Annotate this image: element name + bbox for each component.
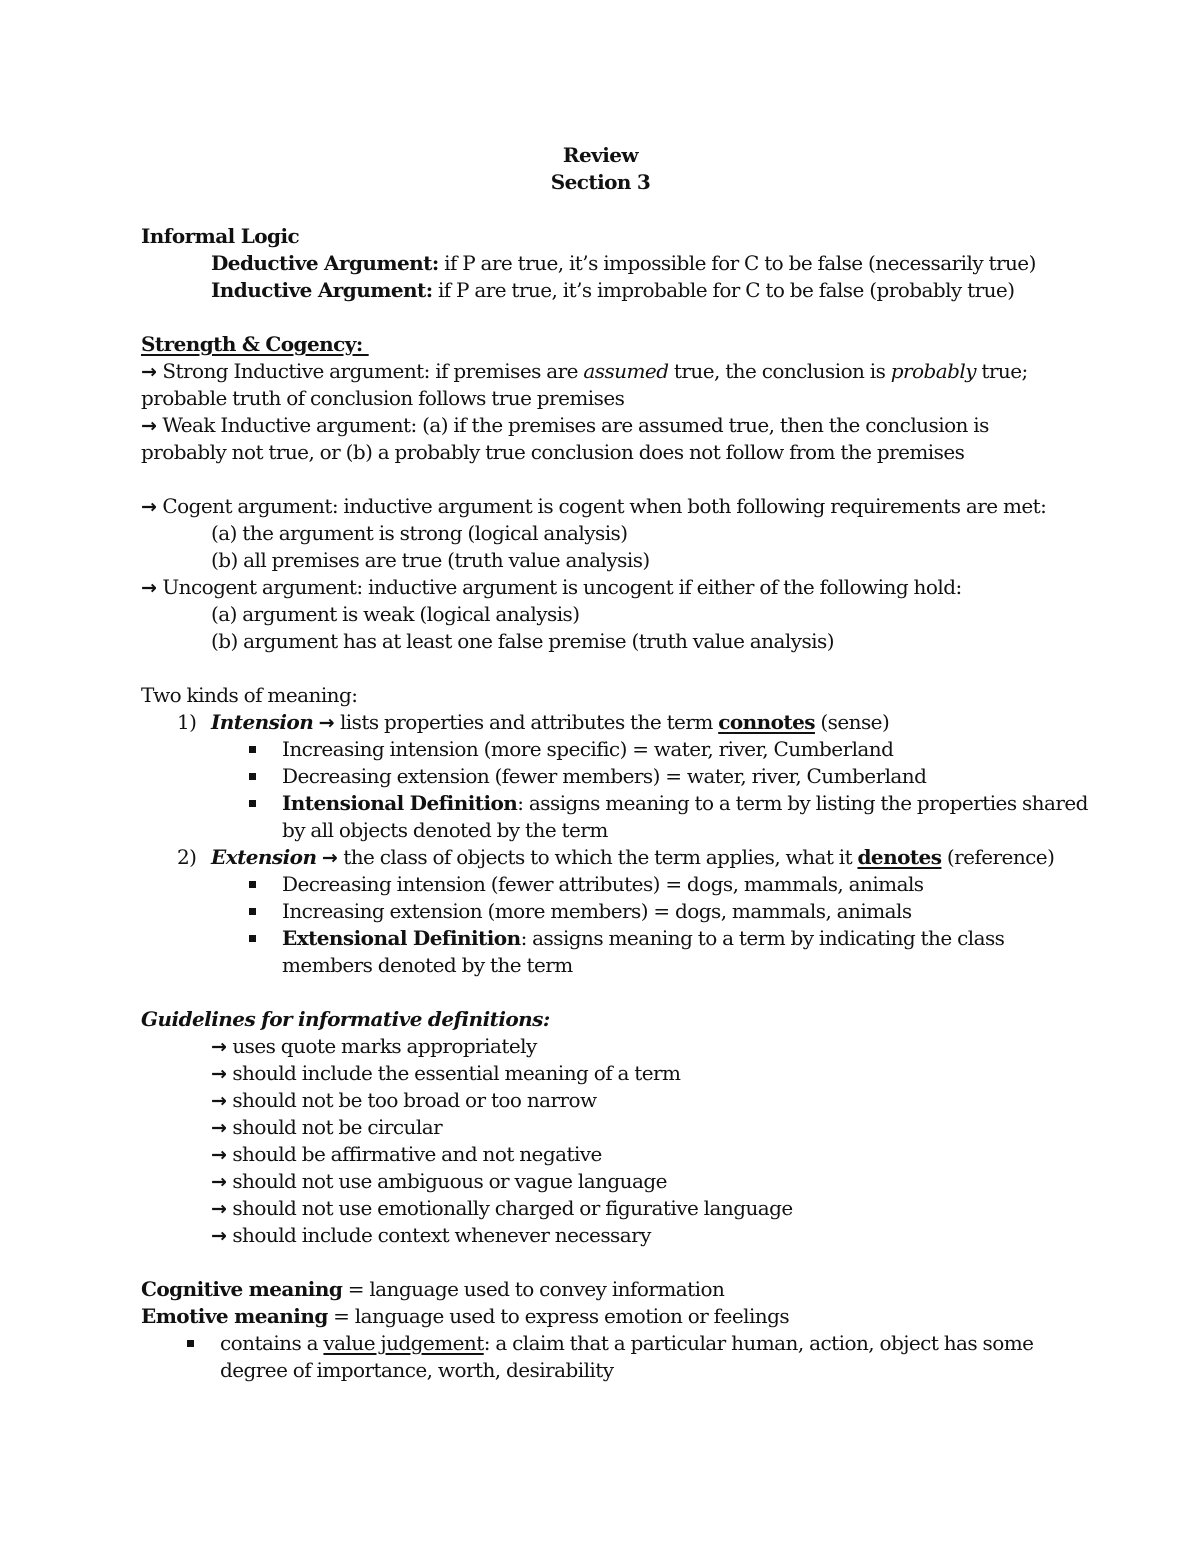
bullet-square-icon <box>249 773 256 780</box>
guideline-text: should be affirmative and not negative <box>226 1142 602 1166</box>
cogent-text: Cogent argument: inductive argument is cogent when both following requirements are met: <box>156 494 1047 518</box>
extensional-definition-text-1: : assigns meaning to a term by indicating the class <box>520 926 1005 950</box>
guideline-text: should not use emotionally charged or figurative language <box>226 1196 793 1220</box>
arrow-icon: → <box>141 361 157 383</box>
informal-logic-heading: Informal Logic <box>141 224 300 248</box>
extension-term: Extension <box>211 845 317 869</box>
weak-text-1: Weak Inductive argument: (a) if the premises are assumed true, then the conclusion is <box>156 413 989 437</box>
arrow-icon: → <box>211 1225 227 1247</box>
arrow-icon: → <box>211 1144 227 1166</box>
meaning-heading: Two kinds of meaning: <box>141 683 358 707</box>
arrow-icon: → <box>211 1063 227 1085</box>
extensional-definition-label: Extensional Definition <box>282 926 521 950</box>
intension-term: Intension <box>211 710 314 734</box>
value-judgement-text-a: contains a <box>220 1331 324 1355</box>
list-item <box>141 1087 1060 1114</box>
cognitive-text: = language used to convey information <box>342 1277 725 1301</box>
list-item <box>141 1060 1060 1087</box>
uncogent-line <box>141 574 1060 601</box>
extension-text-a: the class of objects to which the term applies, what it <box>337 845 858 869</box>
bullet-square-icon <box>249 746 256 753</box>
bullet-square-icon <box>249 908 256 915</box>
extensional-definition-text-2: members denoted by the term <box>282 953 573 977</box>
extension-line <box>141 844 1060 871</box>
intensional-definition-text-1: : assigns meaning to a term by listing the properties shared <box>517 791 1088 815</box>
uncogent-item-b: (b) argument has at least one false premise (truth value analysis) <box>211 629 834 653</box>
intension-text-b: (sense) <box>814 710 890 734</box>
intensional-definition-label: Intensional Definition <box>282 791 518 815</box>
arrow-icon: → <box>211 1036 227 1058</box>
strong-text-e: true; <box>976 359 1028 383</box>
weak-inductive-line-1 <box>141 412 1060 439</box>
arrow-icon: → <box>211 1117 227 1139</box>
list-item <box>141 1168 1060 1195</box>
inductive-text: if P are true, it’s improbable for C to be false (probably true) <box>432 278 1015 302</box>
arrow-icon: → <box>211 1090 227 1112</box>
arrow-icon: → <box>318 712 335 734</box>
guideline-text: should not use ambiguous or vague language <box>226 1169 667 1193</box>
list-item <box>141 898 1060 925</box>
guideline-text: uses quote marks appropriately <box>226 1034 537 1058</box>
intension-text-a: lists properties and attributes the term <box>334 710 719 734</box>
deductive-argument-line <box>141 250 1060 277</box>
bullet-square-icon <box>249 881 256 888</box>
page-title: Review <box>562 143 639 167</box>
deductive-label: Deductive Argument: <box>211 251 439 275</box>
intension-bullet-2: Decreasing extension (fewer members) = water, river, Cumberland <box>282 764 927 788</box>
emotive-label: Emotive meaning <box>141 1304 328 1328</box>
strong-inductive-line-1 <box>141 358 1060 385</box>
strong-text-c: true, the conclusion is <box>668 359 891 383</box>
arrow-icon: → <box>211 1171 227 1193</box>
arrow-icon: → <box>141 415 157 437</box>
cogent-item-b: (b) all premises are true (truth value analysis) <box>211 548 650 572</box>
bullet-square-icon <box>187 1340 194 1347</box>
list-item <box>141 1114 1060 1141</box>
list-item <box>141 736 1060 763</box>
strength-cogency-heading: Strength & Cogency: <box>141 332 369 356</box>
list-item <box>141 1330 1060 1357</box>
guideline-text: should include the essential meaning of a term <box>226 1061 681 1085</box>
list-item <box>141 790 1088 817</box>
arrow-icon: → <box>321 847 338 869</box>
list-item <box>141 925 1060 952</box>
intension-number: 1) <box>177 710 197 734</box>
strong-text-a: Strong Inductive argument: if premises are <box>156 359 584 383</box>
bullet-square-icon <box>249 800 256 807</box>
strong-assumed: assumed <box>583 359 669 383</box>
list-item <box>141 1222 1060 1249</box>
guidelines-list <box>141 1033 1060 1249</box>
cogent-item-a: (a) the argument is strong (logical analysis) <box>211 521 628 545</box>
extension-text-b: (reference) <box>941 845 1055 869</box>
list-item <box>141 1195 1060 1222</box>
value-judgement-text-c: degree of importance, worth, desirability <box>220 1358 614 1382</box>
guidelines-heading: Guidelines for informative definitions: <box>141 1007 550 1031</box>
cognitive-meaning-line <box>141 1276 1060 1303</box>
arrow-icon: → <box>141 496 157 518</box>
intensional-definition-text-2: by all objects denoted by the term <box>282 818 608 842</box>
intension-key: connotes <box>718 710 815 734</box>
weak-inductive-line-2: probably not true, or (b) a probably true conclusion does not follow from the premises <box>141 440 965 464</box>
extension-bullet-1: Decreasing intension (fewer attributes) = dogs, mammals, animals <box>282 872 924 896</box>
bullet-square-icon <box>249 935 256 942</box>
cognitive-label: Cognitive meaning <box>141 1277 343 1301</box>
arrow-icon: → <box>141 577 157 599</box>
deductive-text: if P are true, it’s impossible for C to be false (necessarily true) <box>438 251 1036 275</box>
inductive-label: Inductive Argument: <box>211 278 433 302</box>
uncogent-item-a: (a) argument is weak (logical analysis) <box>211 602 580 626</box>
strong-probably: probably <box>890 359 976 383</box>
guideline-text: should not be circular <box>226 1115 443 1139</box>
strong-inductive-line-2: probable truth of conclusion follows true premises <box>141 386 625 410</box>
arrow-icon: → <box>211 1198 227 1220</box>
uncogent-text: Uncogent argument: inductive argument is uncogent if either of the following hold: <box>156 575 962 599</box>
guideline-text: should not be too broad or too narrow <box>226 1088 597 1112</box>
extension-key: denotes <box>857 845 942 869</box>
list-item <box>141 763 1060 790</box>
intension-line <box>141 709 1060 736</box>
extension-bullet-2: Increasing extension (more members) = dogs, mammals, animals <box>282 899 912 923</box>
emotive-text: = language used to express emotion or feelings <box>327 1304 790 1328</box>
list-item <box>141 871 1060 898</box>
value-judgement-term: value judgement <box>323 1331 484 1355</box>
intension-bullet-1: Increasing intension (more specific) = water, river, Cumberland <box>282 737 894 761</box>
page-subtitle: Section 3 <box>550 170 651 194</box>
list-item <box>141 1141 1060 1168</box>
emotive-meaning-line <box>141 1303 1060 1330</box>
guideline-text: should include context whenever necessary <box>226 1223 651 1247</box>
list-item <box>141 1033 1060 1060</box>
cogent-line <box>141 493 1060 520</box>
extension-number: 2) <box>177 845 197 869</box>
inductive-argument-line <box>141 277 1060 304</box>
value-judgement-text-b: : a claim that a particular human, action, object has some <box>483 1331 1034 1355</box>
